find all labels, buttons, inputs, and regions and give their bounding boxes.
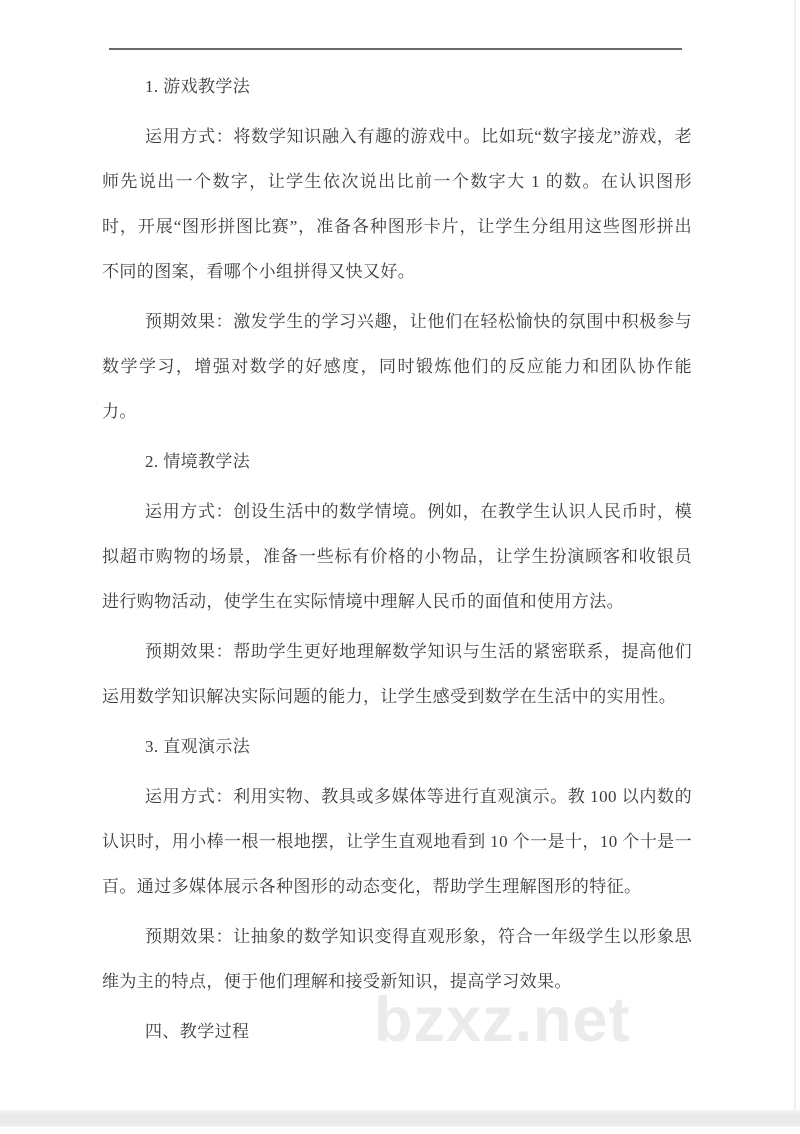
section-heading-3: 3. 直观演示法 xyxy=(145,737,251,756)
paragraph-method-3-usage: 运用方式：利用实物、教具或多媒体等进行直观演示。教 100 以内数的认识时，用小棒一根一根地摆，让学生直观地看到 10 个一是十，10 个十是一百。通过多媒体展示各种图形的动态变化，帮助学生理解图形的特征。 xyxy=(102,787,692,896)
paragraph-method-2-effect: 预期效果：帮助学生更好地理解数学知识与生活的紧密联系，提高他们运用数学知识解决实际问题的能力，让学生感受到数学在生活中的实用性。 xyxy=(102,642,692,706)
section-heading-4: 四、教学过程 xyxy=(145,1022,250,1041)
header-divider-line xyxy=(109,48,682,50)
paragraph-method-1-usage: 运用方式：将数学知识融入有趣的游戏中。比如玩“数字接龙”游戏，老师先说出一个数字，让学生依次说出比前一个数字大 1 的数。在认识图形时，开展“图形拼图比赛”，准备各种图形卡片，让学生分组用这些图形拼出不同的图案，看哪个小组拼得又快又好。 xyxy=(102,127,692,281)
section-heading-1: 1. 游戏教学法 xyxy=(145,77,251,96)
paragraph-method-2-usage: 运用方式：创设生活中的数学情境。例如，在教学生认识人民币时，模拟超市购物的场景，准备一些标有价格的小物品，让学生扮演顾客和收银员进行购物活动，使学生在实际情境中理解人民币的面值和使用方法。 xyxy=(102,502,692,611)
site-watermark: bzxz.net xyxy=(374,985,631,1055)
section-heading-2: 2. 情境教学法 xyxy=(145,452,251,471)
page-separator xyxy=(0,1110,800,1127)
next-page-top xyxy=(0,1127,800,1134)
paragraph-method-1-effect: 预期效果：激发学生的学习兴趣，让他们在轻松愉快的氛围中积极参与数学学习，增强对数学的好感度，同时锻炼他们的反应能力和团队协作能力。 xyxy=(102,312,692,421)
page-right-edge xyxy=(794,0,796,1110)
paragraph-method-3-effect: 预期效果：让抽象的数学知识变得直观形象，符合一年级学生以形象思维为主的特点，便于他们理解和接受新知识，提高学习效果。 xyxy=(102,927,692,991)
